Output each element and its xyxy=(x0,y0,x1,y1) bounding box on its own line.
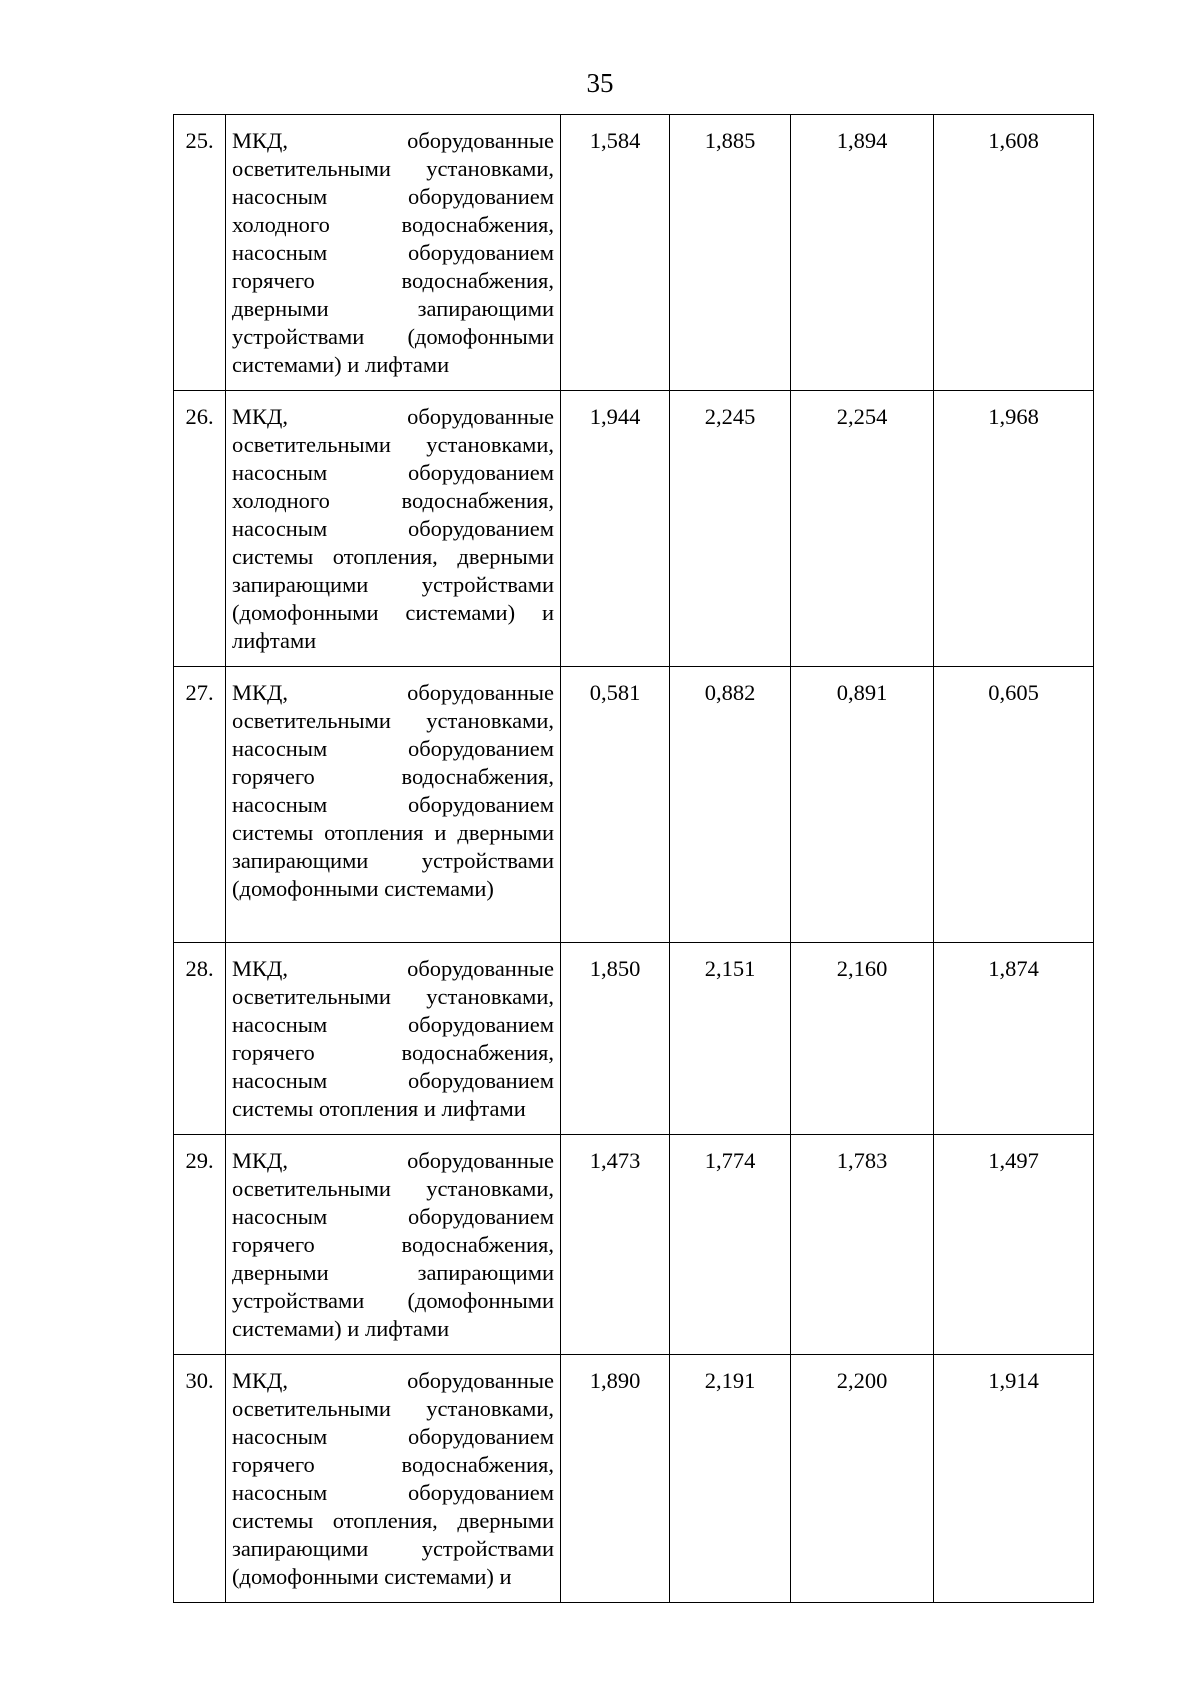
value-cell: 0,882 xyxy=(670,667,791,943)
value-cell: 2,200 xyxy=(791,1355,934,1603)
row-number: 27. xyxy=(174,667,226,943)
row-description: МКД, оборудованные осветительными установками, насосным оборудованием горячего водоснабжения, насосным оборудованием системы отопления и лифтами xyxy=(226,943,561,1135)
table-row xyxy=(174,1355,1094,1603)
row-description: МКД, оборудованные осветительными установками, насосным оборудованием горячего водоснабжения, насосным оборудованием системы отопления и дверными запирающими устройствами (домофонными системами) xyxy=(226,667,561,943)
value-cell: 1,473 xyxy=(561,1135,670,1355)
value-cell: 2,160 xyxy=(791,943,934,1135)
value-cell: 1,850 xyxy=(561,943,670,1135)
row-description: МКД, оборудованные осветительными установками, насосным оборудованием горячего водоснабжения, дверными запирающими устройствами (домофонными системами) и лифтами xyxy=(226,1135,561,1355)
value-cell: 0,605 xyxy=(934,667,1094,943)
value-cell: 2,245 xyxy=(670,391,791,667)
value-cell: 1,944 xyxy=(561,391,670,667)
row-number: 30. xyxy=(174,1355,226,1603)
value-cell: 2,254 xyxy=(791,391,934,667)
value-cell: 1,608 xyxy=(934,115,1094,391)
value-cell: 2,191 xyxy=(670,1355,791,1603)
page-number: 35 xyxy=(586,68,614,98)
row-description: МКД, оборудованные осветительными установками, насосным оборудованием холодного водоснабжения, насосным оборудованием горячего водоснабжения, дверными запирающими устройствами (домофонными системами) и лифтами xyxy=(226,115,561,391)
tariff-table xyxy=(173,114,1094,1603)
value-cell: 0,891 xyxy=(791,667,934,943)
value-cell: 1,894 xyxy=(791,115,934,391)
row-description: МКД, оборудованные осветительными установками, насосным оборудованием холодного водоснабжения, насосным оборудованием системы отопления, дверными запирающими устройствами (домофонными системами) и лифтами xyxy=(226,391,561,667)
row-number: 26. xyxy=(174,391,226,667)
value-cell: 1,890 xyxy=(561,1355,670,1603)
row-number: 28. xyxy=(174,943,226,1135)
value-cell: 1,874 xyxy=(934,943,1094,1135)
value-cell: 0,581 xyxy=(561,667,670,943)
value-cell: 1,497 xyxy=(934,1135,1094,1355)
value-cell: 2,151 xyxy=(670,943,791,1135)
row-number: 29. xyxy=(174,1135,226,1355)
table-row xyxy=(174,943,1094,1135)
value-cell: 1,968 xyxy=(934,391,1094,667)
value-cell: 1,783 xyxy=(791,1135,934,1355)
row-number: 25. xyxy=(174,115,226,391)
value-cell: 1,584 xyxy=(561,115,670,391)
table-row xyxy=(174,667,1094,943)
value-cell: 1,774 xyxy=(670,1135,791,1355)
value-cell: 1,885 xyxy=(670,115,791,391)
row-description: МКД, оборудованные осветительными установками, насосным оборудованием горячего водоснабжения, насосным оборудованием системы отопления, дверными запирающими устройствами (домофонными системами) и xyxy=(226,1355,561,1603)
value-cell: 1,914 xyxy=(934,1355,1094,1603)
table-row xyxy=(174,115,1094,391)
table-row xyxy=(174,391,1094,667)
table-row xyxy=(174,1135,1094,1355)
